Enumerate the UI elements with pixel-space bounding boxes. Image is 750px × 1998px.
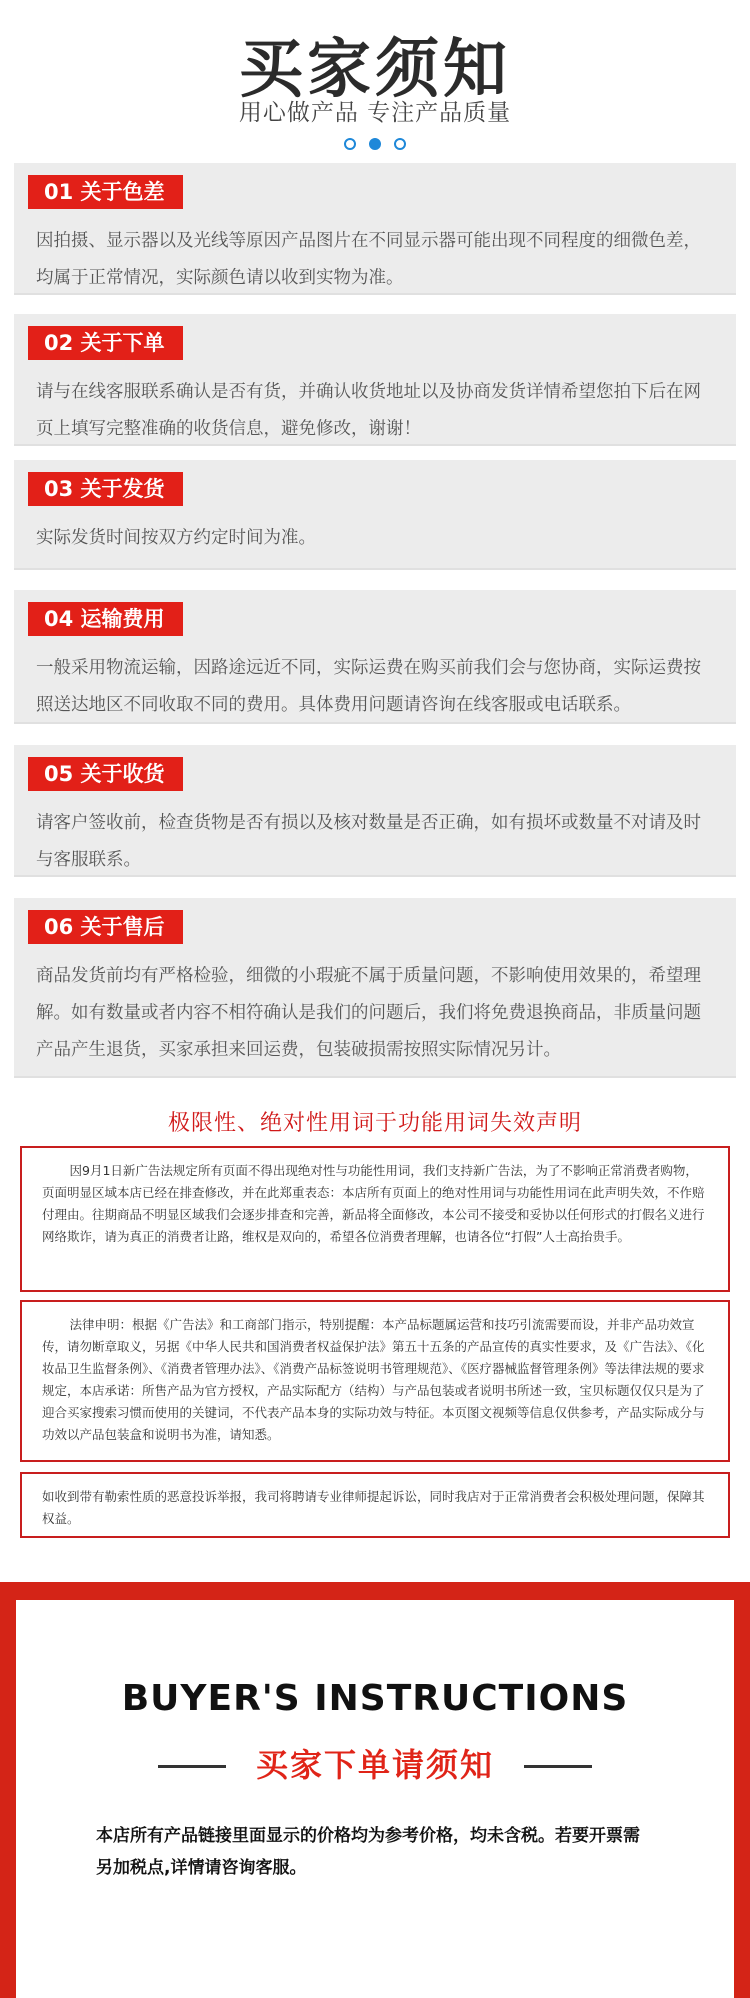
section-card-ordering <box>14 314 736 446</box>
section-tag: 02 关于下单 <box>28 326 183 360</box>
page-header <box>0 0 750 170</box>
section-tag: 05 关于收货 <box>28 757 183 791</box>
declaration-title: 极限性、绝对性用词于功能用词失效声明 <box>167 1111 582 1136</box>
carousel-dot-active[interactable] <box>369 138 381 150</box>
buyer-instructions-panel <box>16 1600 734 1998</box>
tax-note: 本店所有产品链接里面显示的价格均为参考价格，均未含税。若要开票需另加税点,详情请咨询客服。 <box>96 1826 640 1878</box>
section-body: 请与在线客服联系确认是否有货，并确认收货地址以及协商发货详情希望您拍下后在网页上填写完整准确的收货信息，避免修改，谢谢！ <box>36 382 701 439</box>
section-card-color-difference <box>14 163 736 295</box>
divider-line <box>524 1765 592 1768</box>
buyer-instructions-en-title: BUYER'S INSTRUCTIONS <box>121 1678 629 1719</box>
section-tag: 04 运输费用 <box>28 602 183 636</box>
section-body: 因拍摄、显示器以及光线等原因产品图片在不同显示器可能出现不同程度的细微色差，均属于正常情况，实际颜色请以收到实物为准。 <box>36 231 701 288</box>
buyer-instructions-cn-row <box>16 1740 734 1790</box>
declaration-paragraph: 法律申明：根据《广告法》和工商部门指示，特别提醒：本产品标题属运营和技巧引流需要而设，并非产品功效宣传，请勿断章取义，另据《中华人民共和国消费者权益保护法》第五十五条的产品宣传的真实性要求，及《广告法》、《化妆品卫生监督条例》、《消费者管理办法》、《消费产品标签说明书管理规范》、《医疗器械监督管理条例》等法律法规的要求规定，本店承诺：所售产品为官方授权，产品实际配方（结构）与产品包装或者说明书所述一致，宝贝标题仅仅只是为了迎合买家搜索习惯而使用的关键词，不代表产品本身的实际功效与特征。本页图文视频等信息仅供参考，产品实际成分与功效以产品包装盒和说明书为准，请知悉。 <box>42 1317 705 1442</box>
declaration-paragraph: 如收到带有勒索性质的恶意投诉举报，我司将聘请专业律师提起诉讼，同时我店对于正常消费者会积极处理问题，保障其权益。 <box>42 1489 705 1526</box>
carousel-dot[interactable] <box>344 138 356 150</box>
carousel-dot[interactable] <box>394 138 406 150</box>
section-tag: 06 关于售后 <box>28 910 183 944</box>
section-card-shipping <box>14 460 736 570</box>
section-card-after-sales <box>14 898 736 1078</box>
declaration-paragraph: 因9月1日新广告法规定所有页面不得出现绝对性与功能性用词，我们支持新广告法，为了不影响正常消费者购物，页面明显区域本店已经在排查修改，并在此郑重表态：本店所有页面上的绝对性用词与功能性用词在此声明失效，不作赔付理由。往期商品不明显区域我们会逐步排查和完善，新品将全面修改，本公司不接受和妥协以任何形式的打假名义进行网络欺诈，请为真正的消费者让路，维权是双向的，希望各位消费者理解，也请各位“打假”人士高抬贵手。 <box>42 1163 705 1244</box>
section-body: 请客户签收前，检查货物是否有损以及核对数量是否正确，如有损坏或数量不对请及时与客服联系。 <box>36 813 701 870</box>
page-subtitle: 用心做产品 专注产品质量 <box>238 100 512 126</box>
section-body: 商品发货前均有严格检验，细微的小瑕疵不属于质量问题，不影响使用效果的，希望理解。如有数量或者内容不相符确认是我们的问题后，我们将免费退换商品，非质量问题产品产生退货，买家承担来回运费，包装破损需按照实际情况另计。 <box>36 966 701 1060</box>
declaration-box-legal <box>20 1300 730 1462</box>
section-tag: 03 关于发货 <box>28 472 183 506</box>
buyer-instructions-cn-title: 买家下单请须知 <box>255 1746 494 1784</box>
page-title: 买家须知 <box>239 33 511 107</box>
buyer-instructions-banner <box>0 1582 750 1998</box>
section-card-receiving <box>14 745 736 877</box>
section-body: 实际发货时间按双方约定时间为准。 <box>36 528 316 548</box>
carousel-dots <box>0 133 750 152</box>
section-card-freight <box>14 590 736 724</box>
section-tag: 01 关于色差 <box>28 175 183 209</box>
declaration-box-complaint <box>20 1472 730 1538</box>
section-body: 一般采用物流运输，因路途远近不同，实际运费在购买前我们会与您协商，实际运费按照送达地区不同收取不同的费用。具体费用问题请咨询在线客服或电话联系。 <box>36 658 701 715</box>
declaration-box-notice <box>20 1146 730 1292</box>
